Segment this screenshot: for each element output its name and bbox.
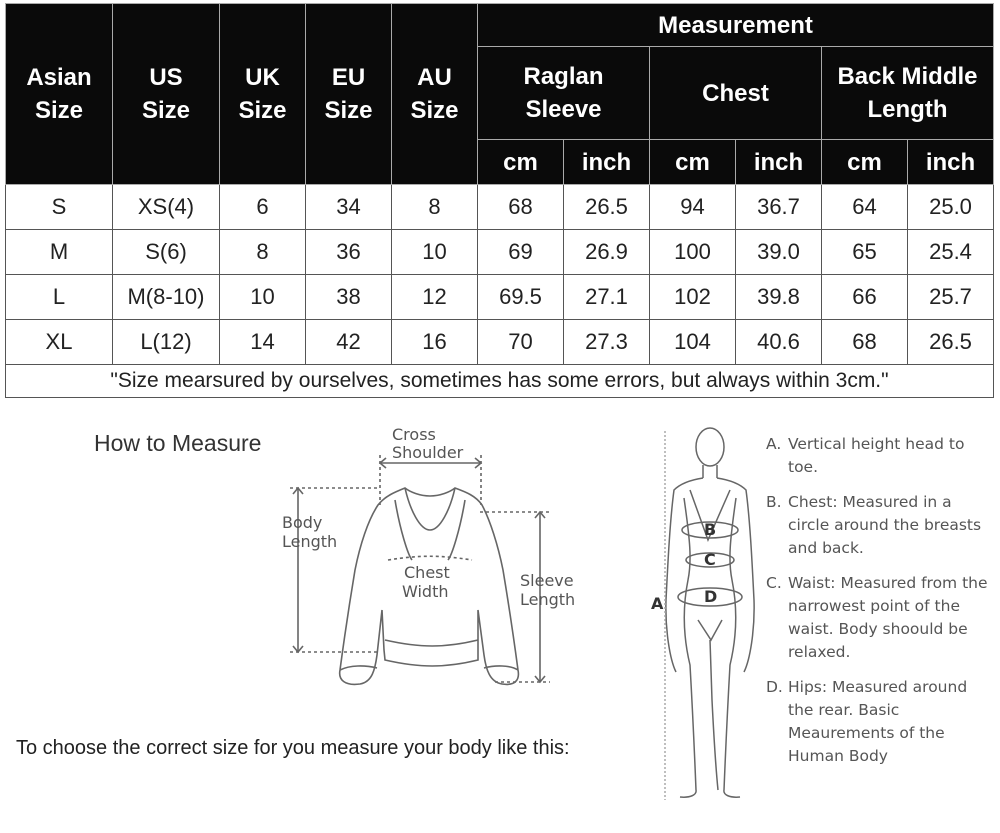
table-cell: 10 xyxy=(392,230,478,275)
table-cell: 8 xyxy=(220,230,306,275)
label-cross-shoulder-line1: Cross xyxy=(392,425,436,444)
table-cell: 25.0 xyxy=(908,185,994,230)
table-cell: 14 xyxy=(220,320,306,365)
label-chest-width-line1: Chest xyxy=(404,563,450,582)
table-cell: 69.5 xyxy=(478,275,564,320)
header-back-middle-length: Back Middle Length xyxy=(822,47,994,140)
table-cell: L xyxy=(6,275,113,320)
header-measurement: Measurement xyxy=(478,4,994,47)
header-uk-size: UK Size xyxy=(220,4,306,185)
table-cell: 26.5 xyxy=(908,320,994,365)
choose-size-instruction: To choose the correct size for you measure your body like this: xyxy=(16,737,570,759)
label-cross-shoulder-line2: Shoulder xyxy=(392,443,464,462)
instruction-item xyxy=(766,491,996,560)
header-eu-size: EU Size xyxy=(306,4,392,185)
instruction-letter: D. xyxy=(766,678,783,696)
table-cell: S xyxy=(6,185,113,230)
table-cell: 8 xyxy=(392,185,478,230)
body-label-d: D xyxy=(704,587,718,606)
table-cell: M xyxy=(6,230,113,275)
table-cell: 6 xyxy=(220,185,306,230)
table-cell: 40.6 xyxy=(736,320,822,365)
header-raglan-sleeve: Raglan Sleeve xyxy=(478,47,650,140)
table-cell: 68 xyxy=(822,320,908,365)
label-sleeve-length-line1: Sleeve xyxy=(520,571,574,590)
unit-header: cm xyxy=(650,140,736,185)
header-us-size: US Size xyxy=(113,4,220,185)
body-label-a: A xyxy=(651,594,664,613)
body-label-b: B xyxy=(704,520,717,539)
table-cell: 102 xyxy=(650,275,736,320)
label-body-length-line2: Length xyxy=(282,532,338,551)
unit-header: inch xyxy=(564,140,650,185)
header-chest: Chest xyxy=(650,47,822,140)
table-cell: 27.1 xyxy=(564,275,650,320)
instruction-letter: C. xyxy=(766,574,782,592)
table-cell: 69 xyxy=(478,230,564,275)
table-cell: XS(4) xyxy=(113,185,220,230)
table-cell: 66 xyxy=(822,275,908,320)
instruction-item xyxy=(766,676,996,768)
table-cell: 65 xyxy=(822,230,908,275)
table-cell: XL xyxy=(6,320,113,365)
instruction-item xyxy=(766,433,996,479)
table-cell: 10 xyxy=(220,275,306,320)
table-cell: 25.7 xyxy=(908,275,994,320)
label-sleeve-length-line2: Length xyxy=(520,590,576,609)
table-cell: 64 xyxy=(822,185,908,230)
table-cell: 26.5 xyxy=(564,185,650,230)
table-cell: 39.0 xyxy=(736,230,822,275)
instruction-item xyxy=(766,572,996,664)
instruction-text: Hips: Measured around the rear. Basic Meaurements of the Human Body xyxy=(788,678,968,765)
table-cell: 104 xyxy=(650,320,736,365)
unit-header: cm xyxy=(822,140,908,185)
label-chest-width-line2: Width xyxy=(402,582,449,601)
table-cell: 34 xyxy=(306,185,392,230)
table-row xyxy=(6,185,994,230)
header-au-size: AU Size xyxy=(392,4,478,185)
table-cell: 12 xyxy=(392,275,478,320)
how-to-measure-title: How to Measure xyxy=(94,430,262,456)
table-cell: 25.4 xyxy=(908,230,994,275)
unit-header: cm xyxy=(478,140,564,185)
table-cell: 27.3 xyxy=(564,320,650,365)
table-cell: S(6) xyxy=(113,230,220,275)
label-body-length-line1: Body xyxy=(282,513,323,532)
instruction-letter: A. xyxy=(766,435,782,453)
table-cell: L(12) xyxy=(113,320,220,365)
size-note: "Size mearsured by ourselves, sometimes has some errors, but always within 3cm." xyxy=(6,365,994,398)
body-label-c: C xyxy=(704,550,716,569)
header-asian-size: Asian Size xyxy=(6,4,113,185)
table-row xyxy=(6,275,994,320)
table-cell: 26.9 xyxy=(564,230,650,275)
instruction-text: Waist: Measured from the narrowest point of the waist. Body shoould be relaxed. xyxy=(788,574,988,661)
instruction-letter: B. xyxy=(766,493,782,511)
table-row xyxy=(6,230,994,275)
table-cell: 36 xyxy=(306,230,392,275)
table-cell: 16 xyxy=(392,320,478,365)
table-cell: M(8-10) xyxy=(113,275,220,320)
table-cell: 100 xyxy=(650,230,736,275)
table-cell: 70 xyxy=(478,320,564,365)
table-cell: 39.8 xyxy=(736,275,822,320)
unit-header: inch xyxy=(736,140,822,185)
table-row xyxy=(6,320,994,365)
instruction-text: Vertical height head to toe. xyxy=(788,435,965,476)
table-cell: 42 xyxy=(306,320,392,365)
table-cell: 38 xyxy=(306,275,392,320)
size-chart-table xyxy=(5,3,994,398)
table-cell: 36.7 xyxy=(736,185,822,230)
instruction-text: Chest: Measured in a circle around the breasts and back. xyxy=(788,493,982,557)
unit-header: inch xyxy=(908,140,994,185)
table-cell: 94 xyxy=(650,185,736,230)
measurement-instructions xyxy=(766,433,996,780)
table-cell: 68 xyxy=(478,185,564,230)
